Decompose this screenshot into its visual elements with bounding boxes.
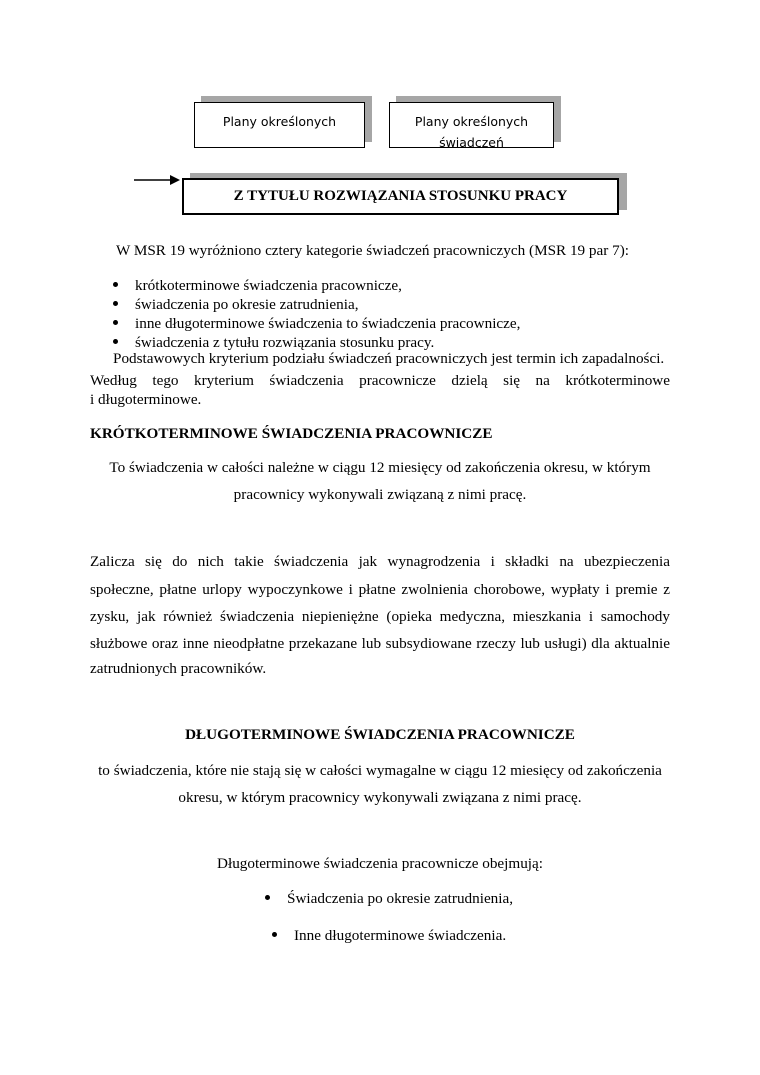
short-term-details-line-5: zatrudnionych pracowników. — [90, 660, 267, 677]
long-term-heading: DŁUGOTERMINOWE ŚWIADCZENIA PRACOWNICZE — [185, 726, 575, 743]
list-item: Świadczenia po okresie zatrudnienia, — [265, 890, 513, 908]
list-item: świadczenia po okresie zatrudnienia, — [113, 296, 359, 314]
plan-box-left — [194, 102, 365, 148]
banner-label: Z TYTUŁU ROZWIĄZANIA STOSUNKU PRACY — [233, 188, 568, 204]
criterion-line-2: Według tego kryterium świadczenia pracownicze dzielą się na krótkoterminowe — [90, 372, 670, 389]
list-item: inne długoterminowe świadczenia to świadczenia pracownicze, — [113, 315, 520, 333]
list-item: świadczenia z tytułu rozwiązania stosunku pracy. — [113, 334, 434, 352]
intro-text: W MSR 19 wyróżniono cztery kategorie świadczeń pracowniczych (MSR 19 par 7): — [116, 242, 629, 259]
short-term-details-line-3: zysku, jak również świadczenia niepieniężne (opieka medyczna, mieszkania i samochody — [90, 608, 670, 625]
plan-box-right-line1: Plany określonych — [414, 114, 529, 129]
short-term-definition-line-1: To świadczenia w całości należne w ciągu 12 miesięcy od zakończenia okresu, w którym — [109, 459, 651, 476]
short-term-details-line-4: służbowe oraz inne nieodpłatne przekazane lub subsydiowane rzeczy lub usługi) dla aktualnie — [90, 635, 670, 652]
short-term-details-line-1: Zalicza się do nich takie świadczenia jak wynagrodzenia i składki na ubezpieczenia — [90, 553, 670, 570]
short-term-details-line-2: społeczne, płatne urlopy wypoczynkowe i płatne zwolnienia chorobowe, wypłaty i premie z — [90, 581, 670, 598]
bullet-icon — [113, 320, 118, 325]
arrow-right-icon — [134, 174, 182, 186]
bullet-icon — [113, 282, 118, 287]
short-term-definition-line-2: pracownicy wykonywali związaną z nimi pracę. — [233, 486, 527, 503]
criterion-line-1: Podstawowych kryterium podziału świadczeń pracowniczych jest termin ich zapadalności. — [113, 350, 665, 367]
long-term-includes-intro: Długoterminowe świadczenia pracownicze obejmują: — [217, 855, 543, 872]
bullet-icon — [265, 895, 270, 900]
plan-box-right — [389, 102, 554, 148]
bullet-icon — [113, 301, 118, 306]
long-term-definition-line-1: to świadczenia, które nie stają się w całości wymagalne w ciągu 12 miesięcy od zakończenia — [98, 762, 662, 779]
criterion-line-3: i długoterminowe. — [90, 391, 202, 408]
long-term-definition-line-2: okresu, w którym pracownicy wykonywali związana z nimi pracę. — [178, 789, 582, 806]
short-term-heading: KRÓTKOTERMINOWE ŚWIADCZENIA PRACOWNICZE — [90, 425, 493, 442]
plan-box-right-line2: świadczeń — [439, 135, 504, 150]
bullet-icon — [113, 339, 118, 344]
list-item: krótkoterminowe świadczenia pracownicze, — [113, 277, 402, 295]
bullet-icon — [272, 932, 277, 937]
termination-benefits-banner — [182, 178, 619, 215]
plan-box-left-label: Plany określonych — [222, 114, 337, 129]
list-item: Inne długoterminowe świadczenia. — [272, 927, 506, 945]
